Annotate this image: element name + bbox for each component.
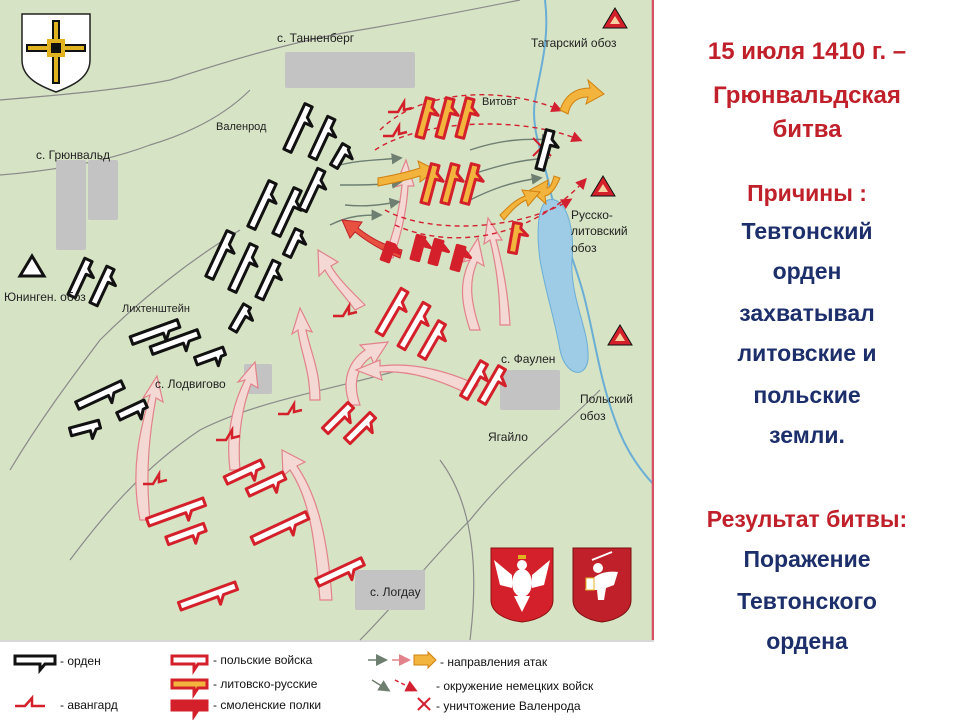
- legend-lithuanian-russian: - литовско-русские: [213, 677, 318, 691]
- label-grunwald: с. Грюнвальд: [36, 148, 110, 162]
- causes-line-4: литовские и: [737, 340, 877, 366]
- label-rus-lit-camp-1: Русско-: [571, 208, 613, 222]
- label-lichtenstein: Лихтенштейн: [122, 303, 190, 315]
- result-line-1: Поражение: [743, 546, 871, 572]
- result-line-3: ордена: [766, 628, 848, 654]
- label-rus-lit-camp-3: обоз: [571, 241, 597, 255]
- label-tannenberg: с. Танненберг: [277, 31, 355, 45]
- result-heading: Результат битвы:: [706, 506, 908, 532]
- side-panel: [654, 0, 960, 720]
- causes-line-6: земли.: [769, 422, 845, 448]
- legend-destruction: - уничтожение Валенрода: [436, 699, 581, 713]
- causes-line-2: орден: [772, 258, 842, 284]
- label-jagiello: Ягайло: [488, 430, 528, 444]
- title-line-3: битва: [772, 116, 842, 143]
- legend-order: - орден: [60, 654, 101, 668]
- causes-line-5: польские: [753, 382, 861, 408]
- label-rus-lit-camp-2: литовский: [571, 224, 628, 238]
- lithuanian-coat-of-arms: [573, 548, 631, 622]
- causes-heading: Причины :: [747, 180, 867, 206]
- label-faulen: с. Фаулен: [501, 352, 556, 366]
- result-line-2: Тевтонского: [737, 588, 877, 614]
- causes-line-3: захватывал: [739, 300, 875, 326]
- label-vitovt: Витовт: [482, 96, 518, 108]
- legend-vanguard: - авангард: [60, 698, 118, 712]
- label-polish-camp-2: обоз: [580, 409, 606, 423]
- legend-polish-troops: - польские войска: [213, 653, 313, 667]
- label-tatar-camp: Татарский обоз: [531, 36, 617, 50]
- legend-attack-directions: - направления атак: [440, 655, 548, 669]
- title-line-2: Грюнвальдская: [713, 82, 901, 109]
- label-logdau: с. Логдау: [370, 585, 421, 599]
- legend-smolensk: - смоленские полки: [213, 698, 322, 712]
- label-jungingen-camp: Юнинген. обоз: [4, 290, 86, 304]
- polish-coat-of-arms: [491, 548, 553, 622]
- teutonic-coat-of-arms: [22, 14, 90, 92]
- label-lodvigovo: с. Лодвигово: [155, 377, 226, 391]
- label-polish-camp-1: Польский: [580, 392, 633, 406]
- label-valenrod: Валенрод: [216, 121, 267, 133]
- title-line-1: 15 июля 1410 г. –: [707, 38, 907, 65]
- causes-line-1: Тевтонский: [741, 218, 873, 244]
- legend-encirclement: - окружение немецких войск: [436, 679, 594, 693]
